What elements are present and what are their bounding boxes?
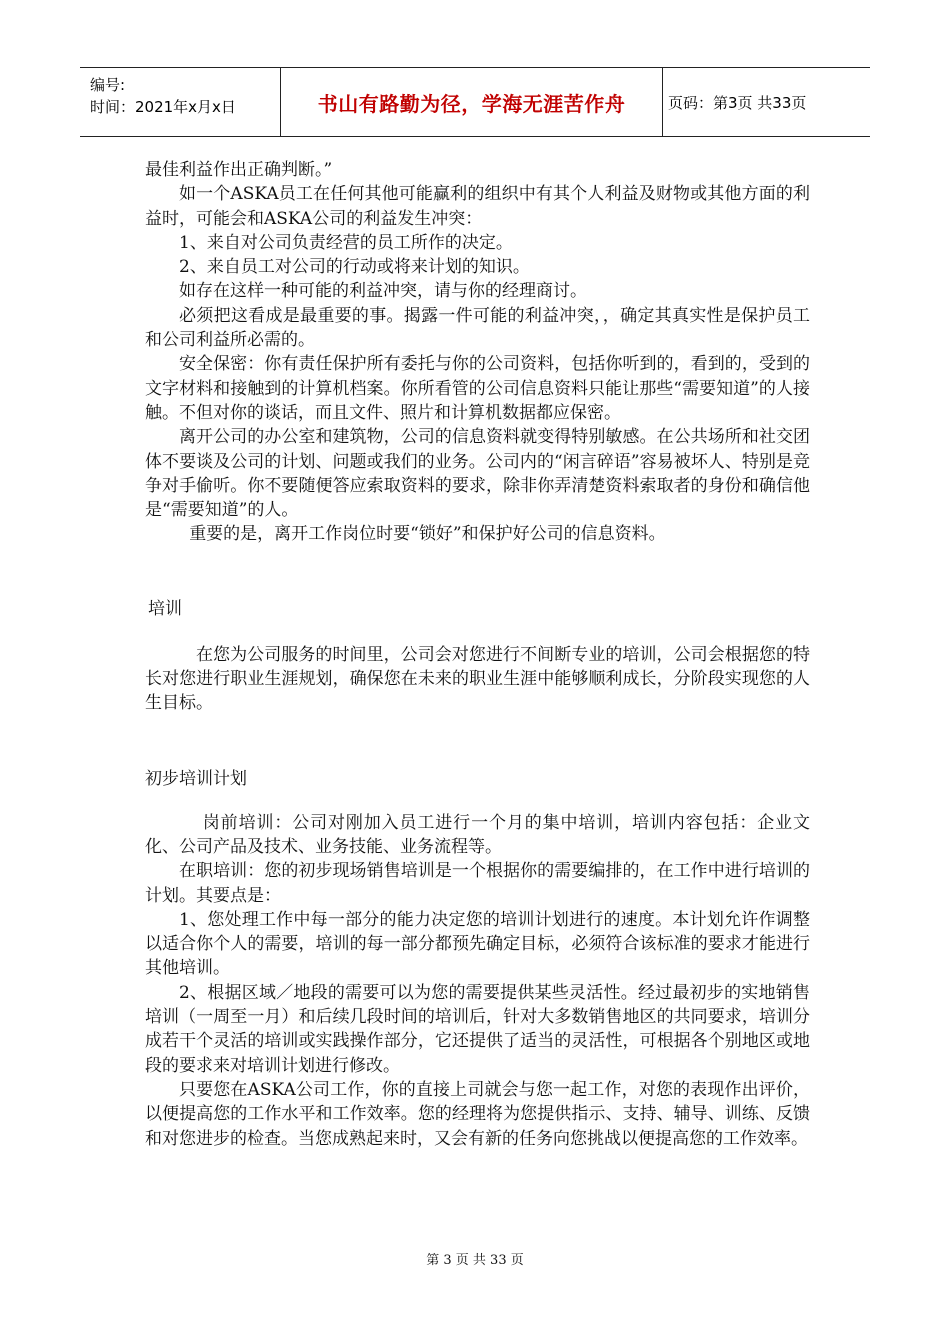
paragraph: 重要的是，离开工作岗位时要“锁好”和保护好公司的信息资料。 <box>189 524 666 545</box>
page-footer: 第 3 页 共 33 页 <box>426 1253 524 1268</box>
paragraph: 如一个ASKA员工在任何其他可能赢利的组织中有其个人利益及财物或其他方面的利益时，可能会和ASKA公司的利益发生冲突： <box>145 184 810 229</box>
list-item: 2、来自员工对公司的行动或将来计划的知识。 <box>179 257 530 278</box>
section-heading-training: 培训 <box>148 598 182 619</box>
section-heading-plan: 初步培训计划 <box>145 768 247 789</box>
plan-paragraph: 在职培训：您的初步现场销售培训是一个根据你的需要编排的，在工作中进行培训的计划。其要点是： <box>145 861 810 906</box>
document-date-label: 时间：2021年x月x日 <box>90 98 236 116</box>
plan-paragraph: 只要您在ASKA公司工作，你的直接上司就会与您一起工作，对您的表现作出评价，以便提高您的工作水平和工作效率。您的经理将为您提供指示、支持、辅导、训练、反馈和对您进步的检查。当您成熟起来时，又会有新的任务向您挑战以便提高您的工作效率。 <box>145 1079 810 1149</box>
paragraph: 离开公司的办公室和建筑物，公司的信息资料就变得特别敏感。在公共场所和社交团体不要谈及公司的计划、问题或我们的业务。公司内的“闲言碎语”容易被坏人、特别是竞争对手偷听。你不要随便答应索取资料的要求，除非你弄清楚资料索取者的身份和确信他是“需要知道”的人。 <box>145 427 810 521</box>
page-header <box>80 67 870 137</box>
paragraph: 必须把这看成是最重要的事。揭露一件可能的利益冲突，，确定其真实性是保护员工和公司利益所必需的。 <box>145 305 810 351</box>
plan-list-item: 1、您处理工作中每一部分的能力决定您的培训计划进行的速度。本计划允许作调整以适合你个人的需要，培训的每一部分都预先确定目标，必须符合该标准的要求才能进行其他培训。 <box>145 909 810 979</box>
training-paragraph: 在您为公司服务的时间里，公司会对您进行不间断专业的培训，公司会根据您的特长对您进行职业生涯规划，确保您在未来的职业生涯中能够顺利成长，分阶段实现您的人生目标。 <box>145 644 810 714</box>
header-motto-cell <box>281 68 663 136</box>
plan-list-item: 2、根据区域／地段的需要可以为您的需要提供某些灵活性。经过最初步的实地销售培训（一周至一月）和后续几段时间的培训后，针对大多数销售地区的共同要求，培训分成若干个灵活的培训或实践操作部分，它还提供了适当的灵活性，可根据各个别地区或地段的要求来对培训计划进行修改。 <box>145 982 810 1076</box>
paragraph: 如存在这样一种可能的利益冲突，请与你的经理商讨。 <box>179 281 587 302</box>
header-motto: 书山有路勤为径，学海无涯苦作舟 <box>317 91 626 116</box>
document-number-label: 编号: <box>90 76 126 94</box>
header-page-label: 页码：第3页 共33页 <box>668 93 807 112</box>
header-meta-cell <box>80 68 281 136</box>
paragraph: 最佳利益作出正确判断。” <box>145 160 333 180</box>
document-body <box>145 158 810 1151</box>
paragraph: 安全保密：你有责任保护所有委托与你的公司资料，包括你听到的，看到的，受到的文字材料和接触到的计算机档案。你所看管的公司信息资料只能让那些“需要知道”的人接触。不但对你的谈话，而且文件、照片和计算机数据都应保密。 <box>145 354 810 423</box>
plan-paragraph: 岗前培训：公司对刚加入员工进行一个月的集中培训，培训内容包括：企业文化、公司产品及技术、业务技能、业务流程等。 <box>145 812 810 857</box>
header-page-cell <box>663 68 875 136</box>
list-item: 1、来自对公司负责经营的员工所作的决定。 <box>179 232 513 253</box>
